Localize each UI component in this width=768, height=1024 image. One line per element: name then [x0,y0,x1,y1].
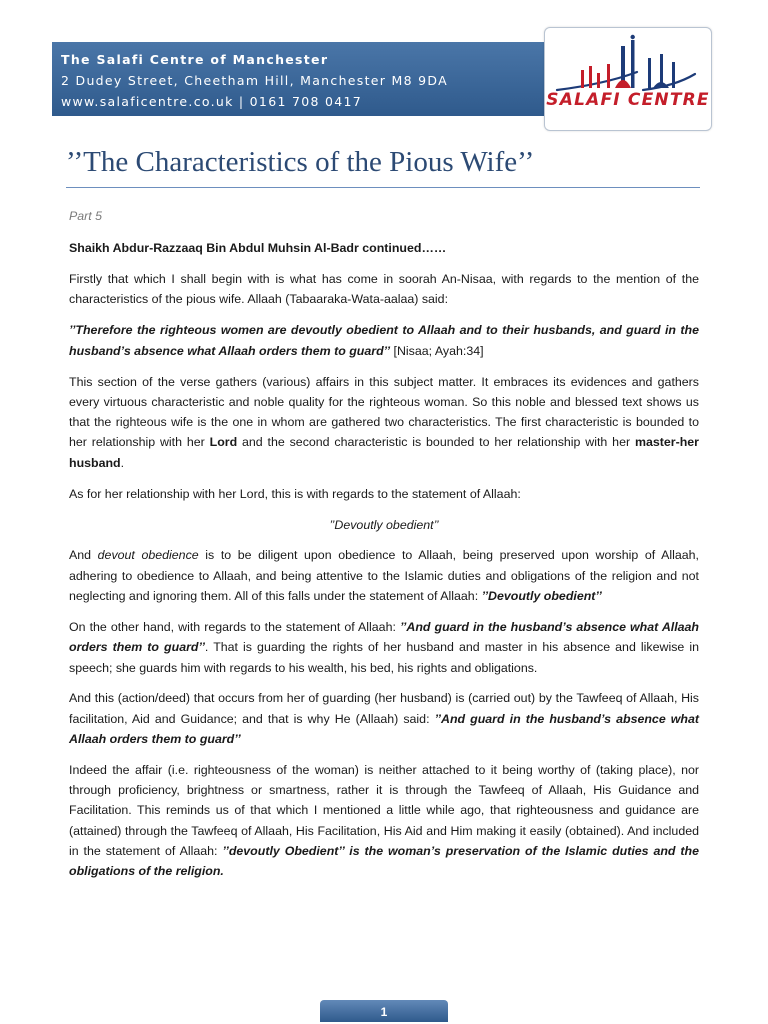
verse-quote: ’’Therefore the righteous women are devoutly obedient to Allaah and to their husbands, and guard in the husband’s absence what Allaah orders them to guard’’ [69,323,699,358]
paragraph-speaker [69,238,699,258]
guard-quote: ’’And guard in the husband’s absence what Allaah orders them to guard’’ [69,619,700,655]
devout-quote: ’’Devoutly obedient’’ [481,589,602,604]
page-title: ’’The Characteristics of the Pious Wife’’ [66,146,535,178]
salafi-centre-logo [544,27,712,131]
article-body [69,206,699,892]
header-org-name: The Salafi Centre of Manchester [61,52,329,67]
paragraph-devout: And devout obedience is to be diligent upon obedience to Allaah, being preserved upon worship of Allaah, adhering to obedience to Allaah, and being attentive to the Islamic duties and obligations of the religion and not neglecting and ignoring them. All of this falls under the statement of Allaah: ’’Devoutly obedient’’ [69,548,699,604]
devout-emphasis: devout obedience [97,548,199,563]
paragraph-relationship: As for her relationship with her Lord, this is with regards to the statement of Allaah: [69,486,521,501]
paragraph-tawfeeq: And this (action/deed) that occurs from her of guarding (her husband) is (carried out) by the Tawfeeq of Allaah, His facilitation, Aid and Guidance; and that is why He (Allaah) said: ’’And guard in the husband’s absence what Allaah orders them to guard’’ [69,691,699,746]
header-contact: www.salaficentre.co.uk | 0161 708 0417 [61,94,363,109]
paragraph-guard: On the other hand, with regards to the statement of Allaah: ’’And guard in the husband’s absence what Allaah orders them to guard’’. That is guarding the rights of her husband and master in his absence and likewise in speech; she guards him with regards to his wealth, his bed, his rights and obligations. [69,619,700,675]
verse-reference: [Nisaa; Ayah:34] [390,343,484,358]
part-label: Part 5 [69,209,103,223]
paragraph-section: This section of the verse gathers (various) affairs in this subject matter. It embraces its evidences and gathers every virtuous characteristic and noble quality for the righteous woman. So this noble and blessed text shows us that the righteous wife is the one in whom are gathered two characteristics. The first characteristic is bounded to her relationship with her Lord and the second characteristic is bounded to her relationship with her master-her husband. [69,374,699,470]
paragraph-intro: Firstly that which I shall begin with is what has come in soorah An-Nisaa, with regards to the mention of the characteristics of the pious wife. Allaah (Tabaaraka-Wata-aalaa) said: [69,272,699,307]
master-emphasis: master-her husband [69,435,699,470]
header-address: 2 Dudey Street, Cheetham Hill, Manchester M8 9DA [61,73,448,88]
paragraph-centered-quote [69,515,699,535]
page-number: 1 [320,1000,448,1022]
tawfeeq-quote: ’’And guard in the husband’s absence what Allaah orders them to guard’’ [69,711,699,746]
paragraph-verse [69,320,699,361]
speaker-line: Shaikh Abdur-Razzaaq Bin Abdul Muhsin Al-Badr continued…… [69,241,447,256]
mosque-skyline-icon [545,28,711,130]
logo-text: SALAFI CENTRE [546,90,710,110]
title-divider [66,187,700,188]
lord-emphasis: Lord [209,435,238,450]
affair-quote: ’’devoutly Obedient’’ is the woman’s preservation of the Islamic duties and the obligations of the religion. [69,844,700,879]
centered-quote: ’’Devoutly obedient’’ [329,517,439,532]
paragraph-affair: Indeed the affair (i.e. righteousness of the woman) is neither attached to it being worthy of (taking place), nor through proficiency, brightness or smartness, rather it is through the Tawfeeq of Allaah, His Guidance and Facilitation. This reminds us of that which I mentioned a little while ago, that righteousness and guidance are (attained) through the Tawfeeq of Allaah, His Facilitation, His Aid and Him making it easily (obtained). And included in the statement of Allaah: ’’devoutly Obedient’’ is the woman’s preservation of the Islamic duties and the obligations of the religion. [69,762,700,879]
